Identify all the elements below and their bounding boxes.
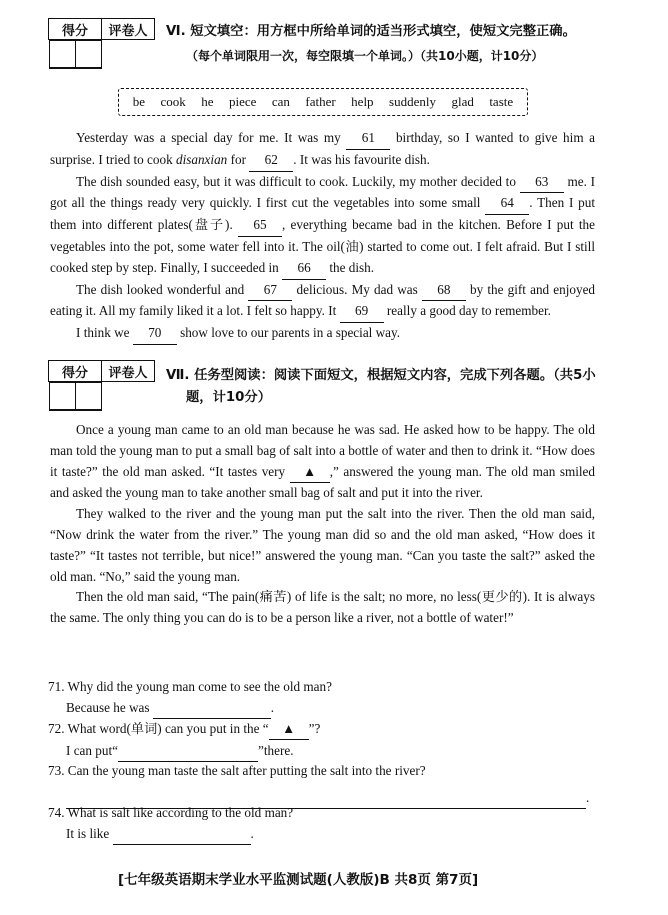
blank-66[interactable]: 66: [282, 258, 326, 280]
blank-61[interactable]: 61: [346, 128, 390, 150]
question-72: 72. What word(单词) can you put in the “ ▲ ”? I can put“ ”there.: [48, 718, 608, 762]
paragraph: I think we 70 show love to our parents in a special way.: [50, 323, 595, 345]
score-cell: [49, 41, 75, 68]
score-table-6: [48, 18, 155, 69]
paragraph: The dish sounded easy, but it was difficult to cook. Luckily, my mother decided to 63 me. I got all the things ready very quickly. I first cut the vegetables into some small 64 . Then I put them into different plates(盘子). 65 , everything became bad in the kitchen. Before I put the vegetables into the pot, some water fell into it. The oil(油) started to come out. I felt afraid. But I still cooked step by step. Finally, I succeeded in 66 the dish.: [50, 172, 595, 280]
score-label: 得分: [49, 361, 102, 382]
grader-label: 评卷人: [102, 361, 155, 382]
word: piece: [228, 94, 257, 109]
blank-65[interactable]: 65: [238, 215, 282, 237]
word: he: [201, 94, 214, 109]
grader-cell: [75, 383, 101, 410]
score-table-7: [48, 360, 155, 411]
answer-74-field[interactable]: [113, 823, 251, 845]
passage-7: [50, 420, 595, 629]
word: taste: [489, 94, 514, 109]
paragraph: Once a young man came to an old man because he was sad. He asked how to be happy. The old man told the young man to put a small bag of salt into a bottle of water and then to drink it. “How does it taste?” the old man asked. “It tastes very ▲ ,” answered the young man. The old man smiled and asked the young man to take another small bag of salt and put it into the river.: [50, 422, 595, 501]
triangle-blank: ▲: [269, 718, 309, 740]
paragraph: They walked to the river and the young man put the salt into the river. Then the old man said, “Now drink the water from the river.” The young man did so and the old man asked, “How does it taste?” “It tastes not terrible, but nice!” answered the young man. “Can you taste the salt?” asked the old man. “No,” said the young man.: [50, 506, 595, 584]
section7-title-cont: 题，计10分）: [186, 390, 271, 405]
paragraph: Then the old man said, “The pain(痛苦) of life is the salt; no more, no less(更少的). It is always the same. The only thing you can do is to be a person like a river, not a bottle of water!”: [50, 589, 595, 626]
question-73: 73. Can the young man taste the salt after putting the salt into the river? .: [48, 760, 608, 809]
blank-63[interactable]: 63: [520, 172, 564, 194]
passage-6: [50, 128, 595, 345]
word: cook: [160, 94, 186, 109]
answer-71-field[interactable]: [153, 697, 271, 719]
section6-subtitle: （每个单词限用一次，每空限填一个单词。）（共10小题，计10分）: [186, 49, 544, 63]
word: be: [132, 94, 146, 109]
blank-62[interactable]: 62: [249, 150, 293, 172]
word: help: [351, 94, 374, 109]
blank-64[interactable]: 64: [485, 193, 529, 215]
blank-68[interactable]: 68: [422, 280, 466, 302]
word: suddenly: [389, 94, 436, 109]
blank-70[interactable]: 70: [133, 323, 177, 345]
question-71: 71. Why did the young man come to see the old man? Because he was .: [48, 676, 608, 719]
page-footer: [七年级英语期末学业水平监测试题(人教版)B 共8页 第7页]: [118, 872, 479, 888]
paragraph: Yesterday was a special day for me. It was my 61 birthday, so I wanted to give him a surprise. I tried to cook disanxian for 62 . It was his favourite dish.: [50, 128, 595, 172]
score-cell: [49, 383, 75, 410]
word: can: [271, 94, 290, 109]
score-label: 得分: [49, 19, 102, 40]
word-box: [118, 88, 528, 116]
word: father: [305, 94, 336, 109]
grader-label: 评卷人: [102, 19, 155, 40]
blank-67[interactable]: 67: [248, 280, 292, 302]
triangle-blank: ▲: [290, 462, 330, 484]
paragraph: The dish looked wonderful and 67 delicious. My dad was 68 by the gift and enjoyed eating it. All my family liked it a lot. I felt so happy. It 69 really a good day to remember.: [50, 280, 595, 324]
word: glad: [451, 94, 474, 109]
section7-title: Ⅶ. 任务型阅读：阅读下面短文，根据短文内容，完成下列各题。（共5小: [166, 368, 596, 383]
blank-69[interactable]: 69: [340, 301, 384, 323]
grader-cell: [75, 41, 101, 68]
section6-title: Ⅵ. 短文填空：用方框中所给单词的适当形式填空，使短文完整正确。: [166, 24, 576, 39]
question-74: 74. What is salt like according to the old man? It is like .: [48, 802, 608, 845]
answer-72-field[interactable]: [118, 740, 258, 762]
